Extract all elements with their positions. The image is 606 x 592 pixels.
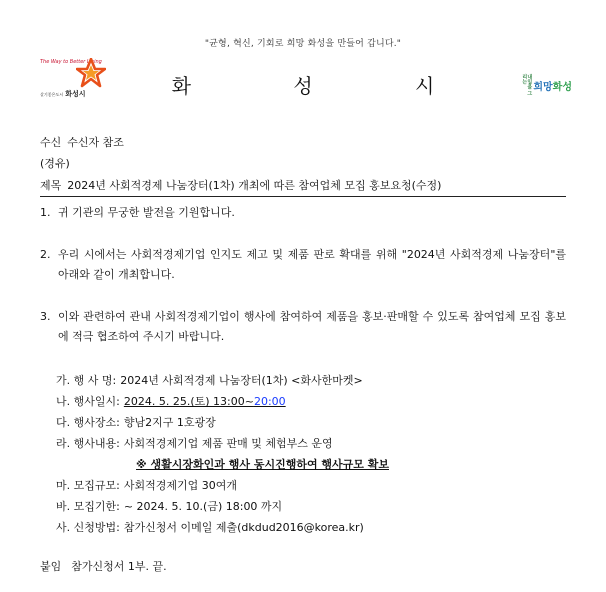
slogan: "균형, 혁신, 기회로 희망 화성을 만들어 갑니다." [204, 39, 402, 49]
paragraph-1: 1. 귀 기관의 무궁한 발전을 기원합니다. [40, 206, 235, 219]
detail-deadline: 바. 모집기한: ~ 2024. 5. 10.(금) 18:00 까지 [56, 500, 283, 513]
detail-venue: 다. 행사장소: 향남2지구 1호광장 [56, 416, 216, 429]
organization-title: 화 성 시 [171, 74, 483, 98]
logo-prefix: 내일을 그리는 [521, 74, 533, 96]
hope-hwaseong-logo [521, 74, 572, 96]
detail-event-name: 가. 행 사 명: 2024년 사회적경제 나눔장터(1차) <화사한마켓> [56, 374, 363, 387]
recipient-value: 수신자 참조 [67, 136, 124, 149]
detail-scale: 마. 모집규모: 사회적경제기업 30여개 [56, 479, 237, 492]
attachment-label: 붙임 [40, 560, 62, 573]
subject-divider [40, 196, 566, 197]
logo-tagline: The Way to Better Living [40, 59, 102, 65]
attachment-value: 참가신청서 1부. 끝. [71, 560, 167, 573]
logo-text: 희망화성 [533, 81, 572, 93]
recipient-line [40, 134, 124, 150]
recipient-label: 수신 [40, 136, 62, 149]
detail-content: 라. 행사내용: 사회적경제기업 제품 판매 및 체험부스 운영 [56, 437, 333, 450]
logo-city-name: 살기좋은도시 화성시 [40, 90, 86, 98]
subject-line [40, 177, 441, 193]
via-line: (경유) [40, 157, 70, 170]
paragraph-3: 3. 이와 관련하여 관내 사회적경제기업이 행사에 참여하여 제품을 홍보·판매할 수 있도록 참여업체 모집 홍보에 적극 협조하여 주시기 바랍니다. [40, 310, 566, 343]
detail-content-note: ※ 생활시장화인과 행사 동시진행하여 행사규모 확보 [136, 458, 389, 471]
subject-label: 제목 [40, 179, 62, 192]
detail-method: 사. 신청방법: 참가신청서 이메일 제출(dkdud2016@korea.kr) [56, 521, 364, 534]
subject-value: 2024년 사회적경제 나눔장터(1차) 개최에 따른 참여업체 모집 홍보요청(수정) [67, 179, 442, 192]
detail-event-date: 나. 행사일시: 2024. 5. 25.(토) 13:00~20:00 [56, 395, 286, 408]
paragraph-2: 2. 우리 시에서는 사회적경제기업 인지도 제고 및 제품 판로 확대를 위해 "2024년 사회적경제 나눔장터"를 아래와 같이 개최합니다. [40, 248, 566, 281]
attachment-line [40, 558, 167, 574]
